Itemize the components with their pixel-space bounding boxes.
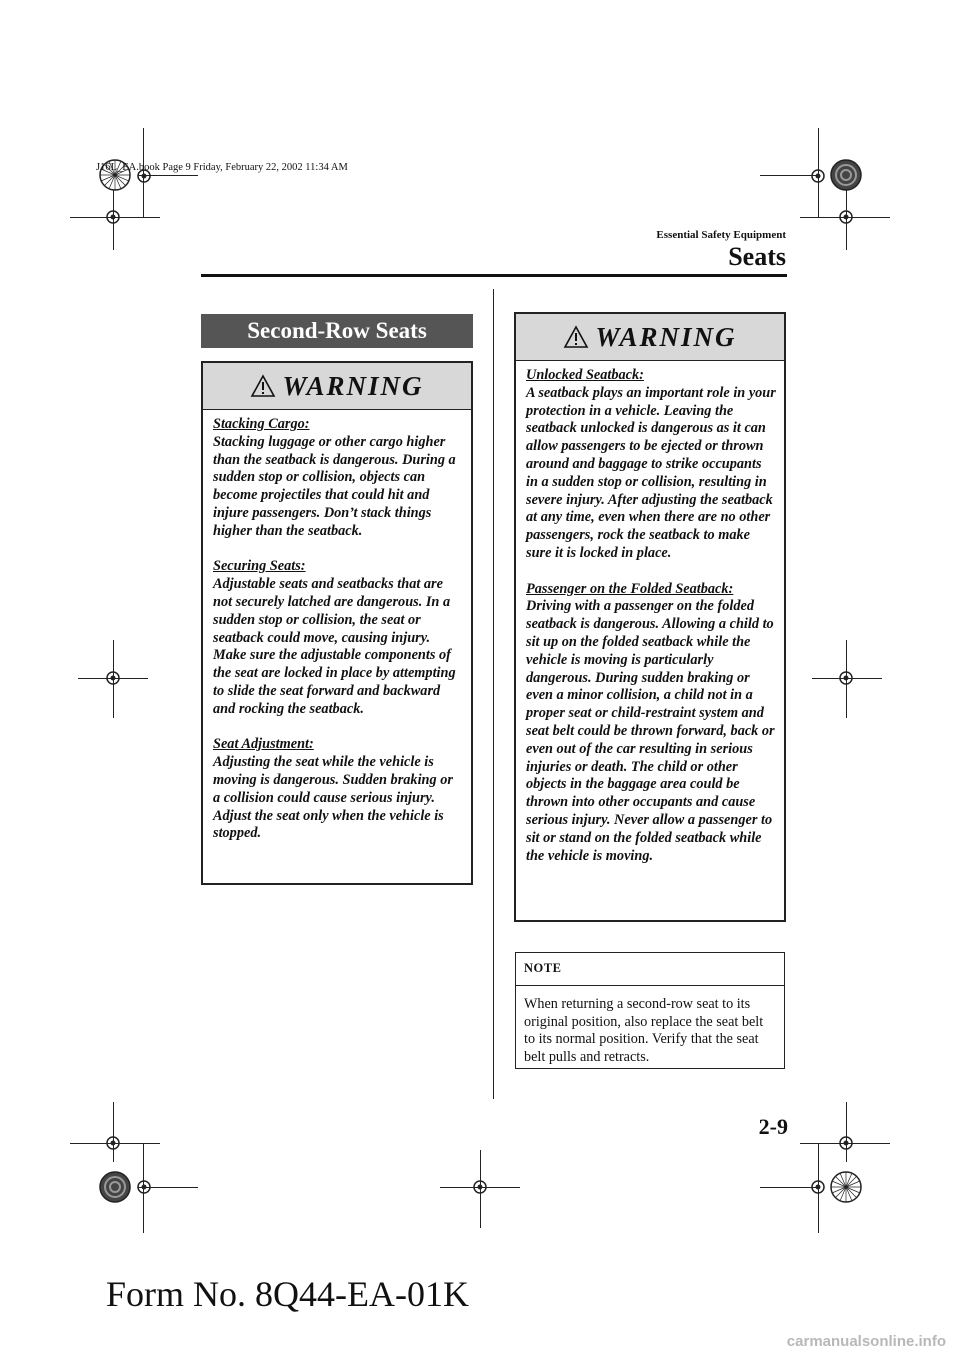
warning-box-right (514, 312, 786, 922)
column-divider (493, 289, 494, 1099)
note-box (515, 952, 785, 1069)
warning-header (203, 363, 471, 410)
warning-triangle-icon (563, 325, 589, 349)
warning-title: WARNING (282, 370, 424, 401)
page-number: 2-9 (758, 1114, 788, 1139)
registration-crosshair-icon (836, 668, 856, 688)
watermark: carmanualsonline.info (786, 1333, 946, 1350)
warning-box-left (201, 361, 473, 885)
registration-crosshair-icon (836, 1133, 856, 1153)
registration-crosshair-icon (836, 207, 856, 227)
registration-crosshair-icon (134, 1177, 154, 1197)
file-meta: J16L_EA.book Page 9 Friday, February 22, 2002 11:34 AM (96, 162, 348, 173)
registration-mark-icon (829, 158, 863, 192)
warning-body (516, 361, 784, 865)
warning-text: Driving with a passenger on the folded seatback is dangerous. Allowing a child to sit up on the folded seatback while the vehicle is moving is particularly dangerous. During sudden braking or even a minor collision, a child not in a proper seat or child-restraint system and seat belt could be thrown forward, back or even out of the car resulting in serious injuries or death. The child or other objects in the baggage area could be thrown into other occupants and cause serious injury. Never allow a passenger to sit or stand on the folded seatback while the vehicle is moving. (526, 598, 775, 864)
warning-subtitle: Securing Seats: (213, 558, 306, 575)
note-title: NOTE (516, 953, 784, 986)
registration-crosshair-icon (103, 207, 123, 227)
header-rule (201, 274, 787, 277)
warning-text: Stacking luggage or other cargo higher than the seatback is dangerous. During a sudden stop or collision, objects can become projectiles that could hit and injure passengers. Don’t stack things higher than the seatback. (213, 433, 456, 539)
warning-subtitle: Stacking Cargo: (213, 416, 310, 432)
registration-crosshair-icon (808, 1177, 828, 1197)
warning-header (516, 314, 784, 361)
warning-item (213, 558, 463, 718)
section-heading: Second-Row Seats (201, 314, 473, 348)
page-title: Seats (728, 242, 786, 271)
warning-item (213, 416, 463, 541)
registration-mark-icon (98, 1170, 132, 1204)
warning-subtitle: Unlocked Seatback: (526, 367, 644, 383)
registration-crosshair-icon (470, 1177, 490, 1197)
warning-title: WARNING (595, 321, 737, 352)
registration-mark-icon (829, 1170, 863, 1204)
warning-body (203, 410, 471, 843)
warning-subtitle: Seat Adjustment: (213, 736, 314, 753)
warning-text: Adjusting the seat while the vehicle is moving is dangerous. Sudden braking or a collision could cause serious injury. Adjust the seat only when the vehicle is stopped. (213, 754, 453, 842)
note-text: When returning a second-row seat to its original position, also replace the seat belt to its normal position. Verify that the seat belt pulls and retracts. (524, 996, 764, 1065)
warning-text: Adjustable seats and seatbacks that are not securely latched are dangerous. In a sudden stop or collision, the seat or seatback could move, causing injury. Make sure the adjustable components of the seat are locked in place by attempting to slide the seat forward and backward and rocking the seatback. (213, 576, 456, 717)
warning-triangle-icon (250, 374, 276, 398)
warning-subtitle: Passenger on the Folded Seatback: (526, 580, 734, 597)
form-number: Form No. 8Q44-EA-01K (106, 1274, 469, 1314)
warning-text: A seatback plays an important role in your protection in a vehicle. Leaving the seatback unlocked is dangerous as it can allow passengers to be ejected or thrown around and baggage to strike occupants in a sudden stop or collision, resulting in severe injury. After adjusting the seatback at any time, even when there are no other passengers, rock the seatback to make sure it is locked in place. (526, 384, 776, 561)
registration-crosshair-icon (808, 166, 828, 186)
warning-item (526, 581, 776, 866)
warning-item (213, 736, 463, 843)
registration-crosshair-icon (103, 1133, 123, 1153)
warning-item (526, 367, 776, 563)
section-label: Essential Safety Equipment (656, 229, 786, 241)
registration-crosshair-icon (103, 668, 123, 688)
